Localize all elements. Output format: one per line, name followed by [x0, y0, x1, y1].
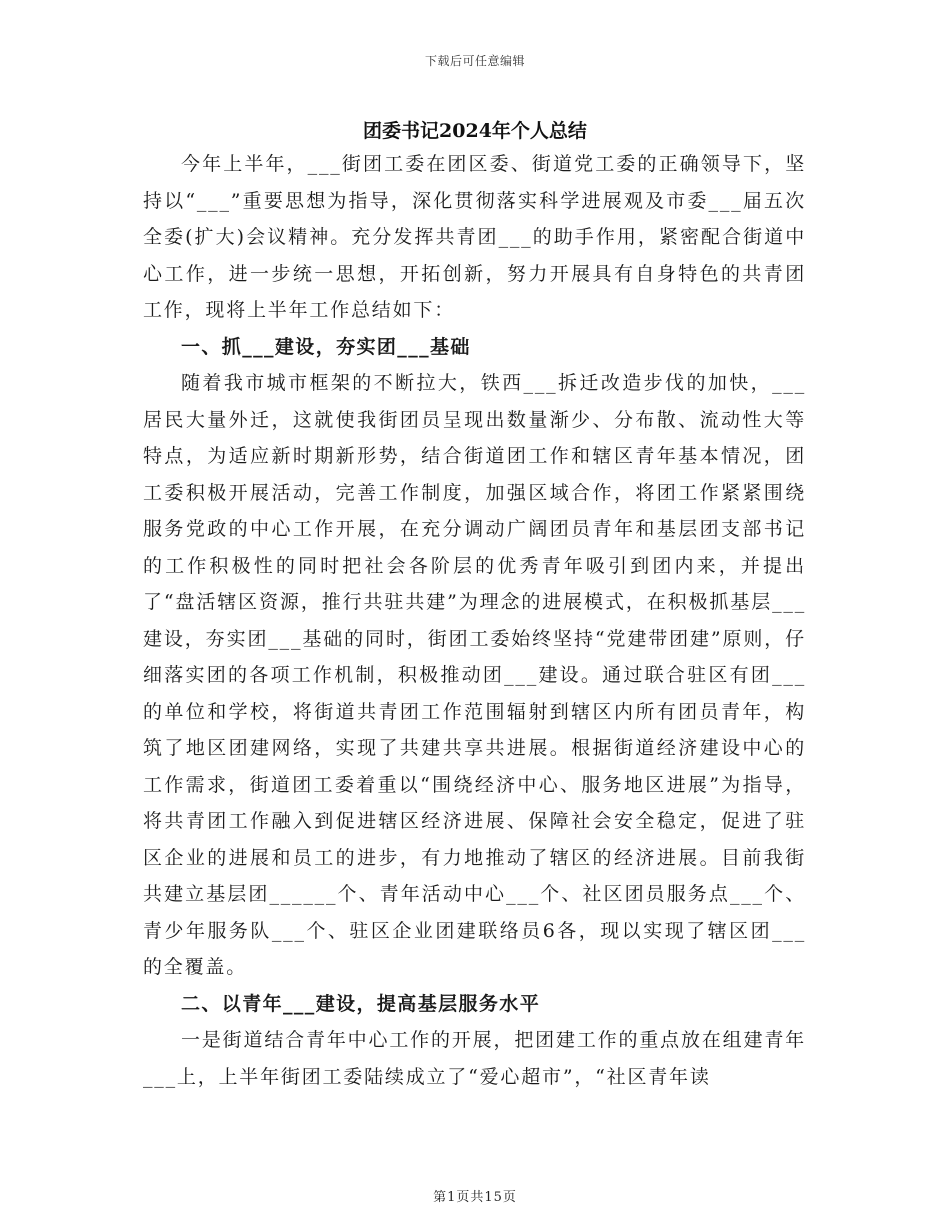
page-number: 第1页共15页 [433, 1190, 517, 1205]
document-title: 团委书记2024年个人总结 [363, 120, 587, 142]
intro-paragraph: 今年上半年，___街团工委在团区委、街道党工委的正确领导下，坚持以“___”重要思想为指导，深化贯彻落实科学进展观及市委___届五次全委(扩大)会议精神。充分发挥共青团___的助手作用，紧密配合街道中心工作，进一步统一思想，开拓创新，努力开展具有自身特色的共青团工作，现将上半年工作总结如下： [143, 153, 806, 321]
section-2-heading: 二、以青年___建设，提高基层服务水平 [181, 992, 541, 1015]
page-header-note: 下载后可任意编辑 [424, 54, 525, 68]
document-body [143, 146, 806, 1095]
section-1-heading: 一、抓___建设，夯实团___基础 [181, 335, 471, 358]
section-2-paragraph: 一是街道结合青年中心工作的开展，把团建工作的重点放在组建青年___上，上半年街团工委陆续成立了“爱心超市”，“社区青年读 [143, 1029, 806, 1088]
section-1-paragraph: 随着我市城市框架的不断拉大，铁西___拆迁改造步伐的加快，___居民大量外迁，这就使我街团员呈现出数量渐少、分布散、流动性大等特点，为适应新时期新形势，结合街道团工作和辖区青年基本情况，团工委积极开展活动，完善工作制度，加强区域合作，将团工作紧紧围绕服务党政的中心工作开展，在充分调动广阔团员青年和基层团支部书记的工作积极性的同时把社会各阶层的优秀青年吸引到团内来，并提出了“盘活辖区资源，推行共驻共建”为理念的进展模式，在积极抓基层___建设，夯实团___基础的同时，街团工委始终坚持“党建带团建”原则，仔细落实团的各项工作机制，积极推动团___建设。通过联合驻区有团___的单位和学校，将街道共青团工作范围辐射到辖区内所有团员青年，构筑了地区团建网络，实现了共建共享共进展。根据街道经济建设中心的工作需求，街道团工委着重以“围绕经济中心、服务地区进展”为指导，将共青团工作融入到促进辖区经济进展、保障社会安全稳定，促进了驻区企业的进展和员工的进步，有力地推动了辖区的经济进展。目前我街共建立基层团______个、青年活动中心___个、社区团员服务点___个、青少年服务队___个、驻区企业团建联络员6各，现以实现了辖区团___的全覆盖。 [143, 372, 806, 978]
